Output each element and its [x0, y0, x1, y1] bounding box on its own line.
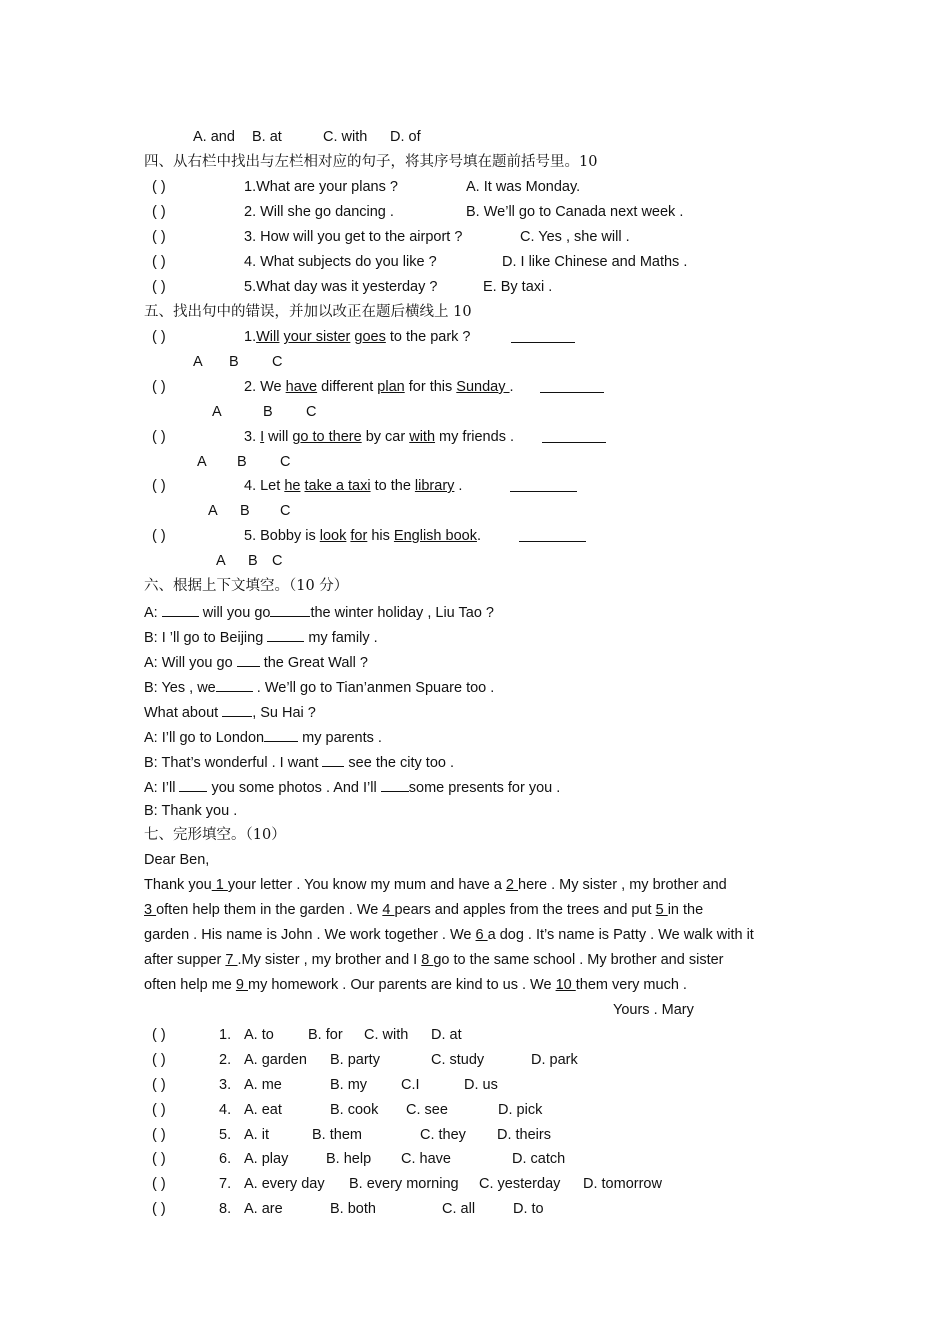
label-a: A — [216, 553, 226, 569]
option-c: C. yesterday — [479, 1176, 561, 1192]
dialogue-line: A: will you go the winter holiday , Liu Tao ? — [144, 602, 494, 622]
label-b: B — [263, 404, 273, 420]
question: 4. What subjects do you like ? — [244, 254, 437, 270]
dialogue-line: B: I ’ll go to Beijing my family . — [144, 627, 378, 647]
answer-line[interactable] — [510, 477, 577, 497]
section-6-heading: 六、根据上下文填空。（10 分） — [144, 578, 349, 594]
option-b: B. help — [326, 1151, 372, 1167]
option-c: C. with — [364, 1027, 409, 1043]
option-b: B. cook — [330, 1102, 379, 1118]
label-c: C — [272, 354, 283, 370]
answer-choice: D. I like Chinese and Maths . — [502, 254, 688, 270]
dialogue-line: B: Thank you . — [144, 803, 238, 819]
option-d: D. at — [431, 1027, 462, 1043]
answer-paren[interactable]: ( ) — [152, 1052, 166, 1068]
question: 3. How will you get to the airport ? — [244, 229, 463, 245]
label-b: B — [237, 454, 247, 470]
option-c: C.I — [401, 1077, 420, 1093]
fill-blank[interactable] — [162, 602, 199, 617]
answer-paren[interactable]: ( ) — [152, 254, 166, 270]
answer-paren[interactable]: ( ) — [152, 429, 166, 445]
option-c: C. have — [401, 1151, 451, 1167]
dialogue-line: B: That’s wonderful . I want see the city too . — [144, 752, 454, 772]
letter-signature: Yours . Mary — [613, 1002, 694, 1018]
option-a: A. to — [244, 1027, 274, 1043]
label-c: C — [272, 553, 283, 569]
label-b: B — [248, 553, 258, 569]
option-b: B. at — [252, 129, 282, 145]
dialogue-line: A: I’ll you some photos . And I’ll some presents for you . — [144, 777, 560, 797]
option-number: 4. — [219, 1102, 232, 1118]
answer-paren[interactable]: ( ) — [152, 1201, 166, 1217]
option-d: D. tomorrow — [583, 1176, 662, 1192]
fill-blank[interactable] — [179, 777, 207, 792]
answer-line[interactable] — [542, 428, 606, 448]
option-b: B. every morning — [349, 1176, 459, 1192]
label-b: B — [229, 354, 239, 370]
answer-line[interactable] — [519, 527, 586, 547]
option-a: A. are — [244, 1201, 283, 1217]
error-sentence: 3. I will go to there by car with my friends . — [244, 429, 514, 445]
answer-paren[interactable]: ( ) — [152, 1176, 166, 1192]
label-a: A — [197, 454, 207, 470]
letter-greeting: Dear Ben, — [144, 852, 210, 868]
error-sentence: 5. Bobby is look for his English book. — [244, 528, 481, 544]
passage-line: garden . His name is John . We work together . We 6 a dog . It’s name is Patty . We walk with it — [144, 927, 754, 943]
fill-blank[interactable] — [264, 727, 298, 742]
answer-paren[interactable]: ( ) — [152, 1102, 166, 1118]
dialogue-line: A: Will you go the Great Wall ? — [144, 652, 368, 672]
answer-paren[interactable]: ( ) — [152, 329, 166, 345]
section-5-heading: 五、找出句中的错误，并加以改正在题后横线上 10 — [144, 304, 472, 320]
option-number: 7. — [219, 1176, 232, 1192]
answer-paren[interactable]: ( ) — [152, 478, 166, 494]
answer-paren[interactable]: ( ) — [152, 1077, 166, 1093]
option-d: D. of — [390, 129, 421, 145]
option-d: D. catch — [512, 1151, 566, 1167]
label-a: A — [212, 404, 222, 420]
error-sentence: 2. We have different plan for this Sunday . — [244, 379, 514, 395]
option-c: C. all — [442, 1201, 476, 1217]
option-b: B. my — [330, 1077, 368, 1093]
fill-blank[interactable] — [216, 677, 253, 692]
passage-line: often help me 9 my homework . Our parents are kind to us . We 10 them very much . — [144, 977, 687, 993]
question: 5.What day was it yesterday ? — [244, 279, 438, 295]
answer-choice: B. We’ll go to Canada next week . — [466, 204, 684, 220]
question: 2. Will she go dancing . — [244, 204, 394, 220]
option-d: D. pick — [498, 1102, 543, 1118]
label-c: C — [306, 404, 317, 420]
option-a: A. play — [244, 1151, 289, 1167]
label-a: A — [193, 354, 203, 370]
option-number: 8. — [219, 1201, 232, 1217]
option-a: A. and — [193, 129, 235, 145]
fill-blank[interactable] — [222, 702, 252, 717]
section-7-heading: 七、完形填空。（10） — [144, 827, 286, 843]
option-d: D. us — [464, 1077, 498, 1093]
fill-blank[interactable] — [381, 777, 409, 792]
answer-choice: E. By taxi . — [483, 279, 553, 295]
fill-blank[interactable] — [267, 627, 304, 642]
option-b: B. them — [312, 1127, 362, 1143]
answer-paren[interactable]: ( ) — [152, 379, 166, 395]
dialogue-line: What about , Su Hai ? — [144, 702, 316, 722]
answer-paren[interactable]: ( ) — [152, 229, 166, 245]
section-4-heading: 四、从右栏中找出与左栏相对应的句子，将其序号填在题前括号里。10 — [144, 154, 598, 170]
fill-blank[interactable] — [322, 752, 344, 767]
option-number: 3. — [219, 1077, 232, 1093]
label-c: C — [280, 454, 291, 470]
answer-paren[interactable]: ( ) — [152, 204, 166, 220]
passage-line: after supper 7 .My sister , my brother and I 8 go to the same school . My brother and sister — [144, 952, 724, 968]
option-d: D. theirs — [497, 1127, 551, 1143]
answer-line[interactable] — [540, 378, 604, 398]
passage-line: 3 often help them in the garden . We 4 pears and apples from the trees and put 5 in the — [144, 902, 704, 918]
option-a: A. eat — [244, 1102, 282, 1118]
option-c: C. they — [420, 1127, 466, 1143]
option-b: B. party — [330, 1052, 380, 1068]
error-sentence: 1.Will your sister goes to the park ? — [244, 329, 471, 345]
answer-choice: C. Yes , she will . — [520, 229, 630, 245]
option-a: A. every day — [244, 1176, 325, 1192]
answer-choice: A. It was Monday. — [466, 179, 581, 195]
option-c: C. see — [406, 1102, 448, 1118]
option-number: 5. — [219, 1127, 232, 1143]
option-a: A. me — [244, 1077, 282, 1093]
label-b: B — [240, 503, 250, 519]
option-b: B. for — [308, 1027, 343, 1043]
passage-line: Thank you 1 your letter . You know my mum and have a 2 here . My sister , my brother and — [144, 877, 727, 893]
answer-paren[interactable]: ( ) — [152, 1127, 166, 1143]
option-number: 1. — [219, 1027, 232, 1043]
option-b: B. both — [330, 1201, 376, 1217]
fill-blank[interactable] — [237, 652, 260, 667]
dialogue-line: A: I’ll go to London my parents . — [144, 727, 382, 747]
option-d: D. to — [513, 1201, 544, 1217]
option-a: A. garden — [244, 1052, 307, 1068]
answer-paren[interactable]: ( ) — [152, 279, 166, 295]
option-a: A. it — [244, 1127, 269, 1143]
answer-paren[interactable]: ( ) — [152, 1151, 166, 1167]
error-sentence: 4. Let he take a taxi to the library . — [244, 478, 463, 494]
question: 1.What are your plans ? — [244, 179, 398, 195]
label-c: C — [280, 503, 291, 519]
answer-paren[interactable]: ( ) — [152, 179, 166, 195]
label-a: A — [208, 503, 218, 519]
dialogue-line: B: Yes , we . We’ll go to Tian’anmen Spuare too . — [144, 677, 494, 697]
option-c: C. with — [323, 129, 368, 145]
option-c: C. study — [431, 1052, 485, 1068]
option-number: 6. — [219, 1151, 232, 1167]
option-d: D. park — [531, 1052, 578, 1068]
answer-paren[interactable]: ( ) — [152, 528, 166, 544]
fill-blank[interactable] — [270, 602, 310, 617]
option-number: 2. — [219, 1052, 232, 1068]
answer-paren[interactable]: ( ) — [152, 1027, 166, 1043]
answer-line[interactable] — [511, 328, 575, 348]
